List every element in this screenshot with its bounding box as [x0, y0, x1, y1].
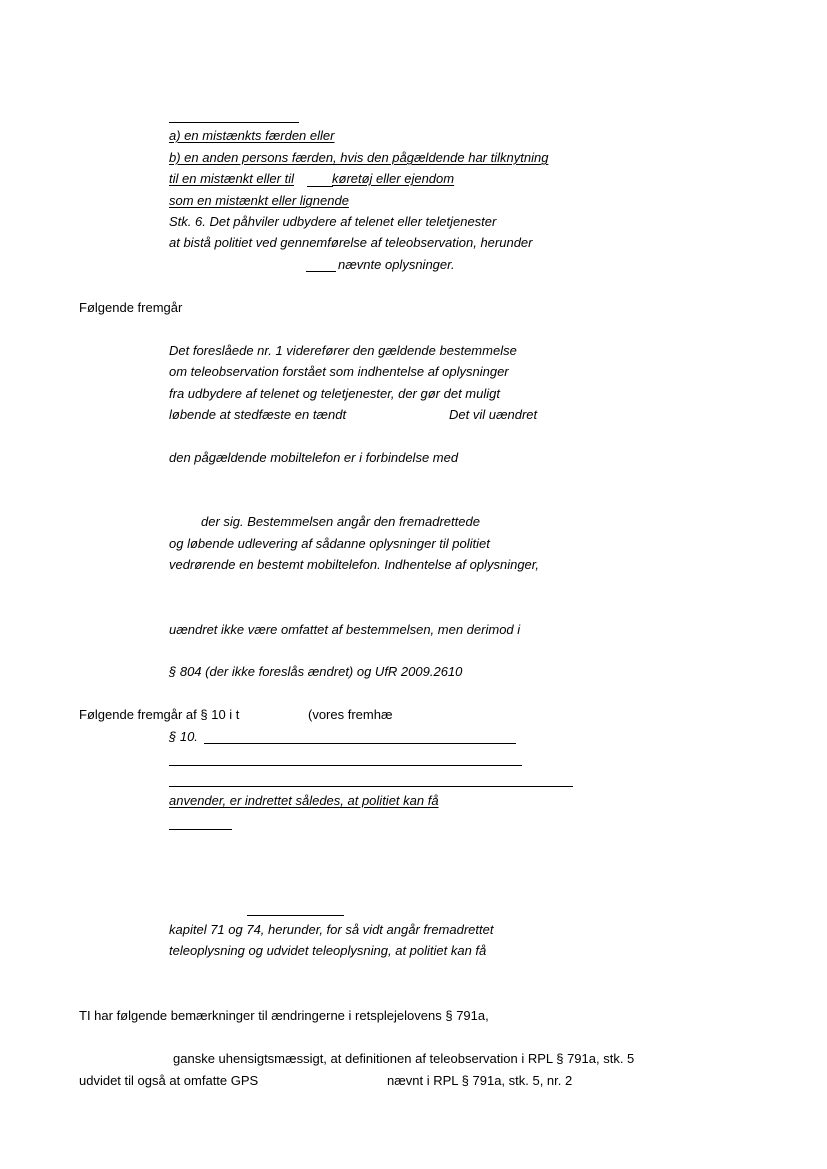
redaction-rule	[307, 186, 333, 187]
quote-line: som en mistænkt eller lignende	[169, 193, 349, 208]
quote-line: Det vil uændret	[449, 407, 538, 422]
quote-line: nævnte oplysninger.	[338, 257, 455, 272]
body-paragraph: nævnt i RPL § 791a, stk. 5, nr. 2	[387, 1073, 573, 1088]
quote-line: til en mistænkt eller til	[169, 171, 294, 186]
quote-line: løbende at stedfæste en tændt	[169, 407, 347, 422]
redaction-rule	[169, 122, 299, 123]
body-paragraph: Følgende fremgår af § 10 i t	[79, 707, 240, 722]
redaction-rule	[204, 743, 516, 744]
quote-line: uændret ikke være omfattet af bestemmelsen, men derimod i	[169, 622, 521, 637]
redaction-rule	[169, 829, 232, 830]
redaction-rule	[247, 915, 344, 916]
quote-line: Det foreslåede nr. 1 viderefører den gældende bestemmelse	[169, 343, 517, 358]
quote-line: Stk. 6. Det påhviler udbydere af telenet eller teletjenester	[169, 214, 497, 229]
body-paragraph: (vores fremhæ	[308, 707, 393, 722]
body-paragraph: ganske uhensigtsmæssigt, at definitionen af teleobservation i RPL § 791a, stk. 5	[173, 1051, 635, 1066]
quote-line: teleoplysning og udvidet teleoplysning, at politiet kan få	[169, 943, 487, 958]
quote-line: den pågældende mobiltelefon er i forbindelse med	[169, 450, 459, 465]
quote-line: om teleobservation forstået som indhentelse af oplysninger	[169, 364, 509, 379]
redaction-rule	[169, 765, 522, 766]
quote-line: a) en mistænkts færden eller	[169, 128, 335, 143]
redaction-rule	[169, 786, 573, 787]
quote-line: b) en anden persons færden, hvis den pågældende har tilknytning	[169, 150, 549, 165]
body-paragraph: TI har følgende bemærkninger til ændringerne i retsplejelovens § 791a,	[79, 1008, 489, 1023]
quote-line: og løbende udlevering af sådanne oplysninger til politiet	[169, 536, 490, 551]
quote-line: køretøj eller ejendom	[332, 171, 455, 186]
quote-line: vedrørende en bestemt mobiltelefon. Indhentelse af oplysninger,	[169, 557, 540, 572]
body-paragraph: udvidet til også at omfatte GPS	[79, 1073, 259, 1088]
quote-line: at bistå politiet ved gennemførelse af teleobservation, herunder	[169, 235, 533, 250]
quote-line: § 804 (der ikke foreslås ændret) og UfR 2009.2610	[169, 664, 463, 679]
quote-line: anvender, er indrettet således, at politiet kan få	[169, 793, 439, 808]
quote-line: § 10.	[169, 729, 198, 744]
redaction-rule	[306, 271, 336, 272]
quote-line: fra udbydere af telenet og teletjenester, der gør det muligt	[169, 386, 500, 401]
quote-line: kapitel 71 og 74, herunder, for så vidt angår fremadrettet	[169, 922, 494, 937]
quote-line: der sig. Bestemmelsen angår den fremadrettede	[201, 514, 480, 529]
body-paragraph: Følgende fremgår	[79, 300, 183, 315]
